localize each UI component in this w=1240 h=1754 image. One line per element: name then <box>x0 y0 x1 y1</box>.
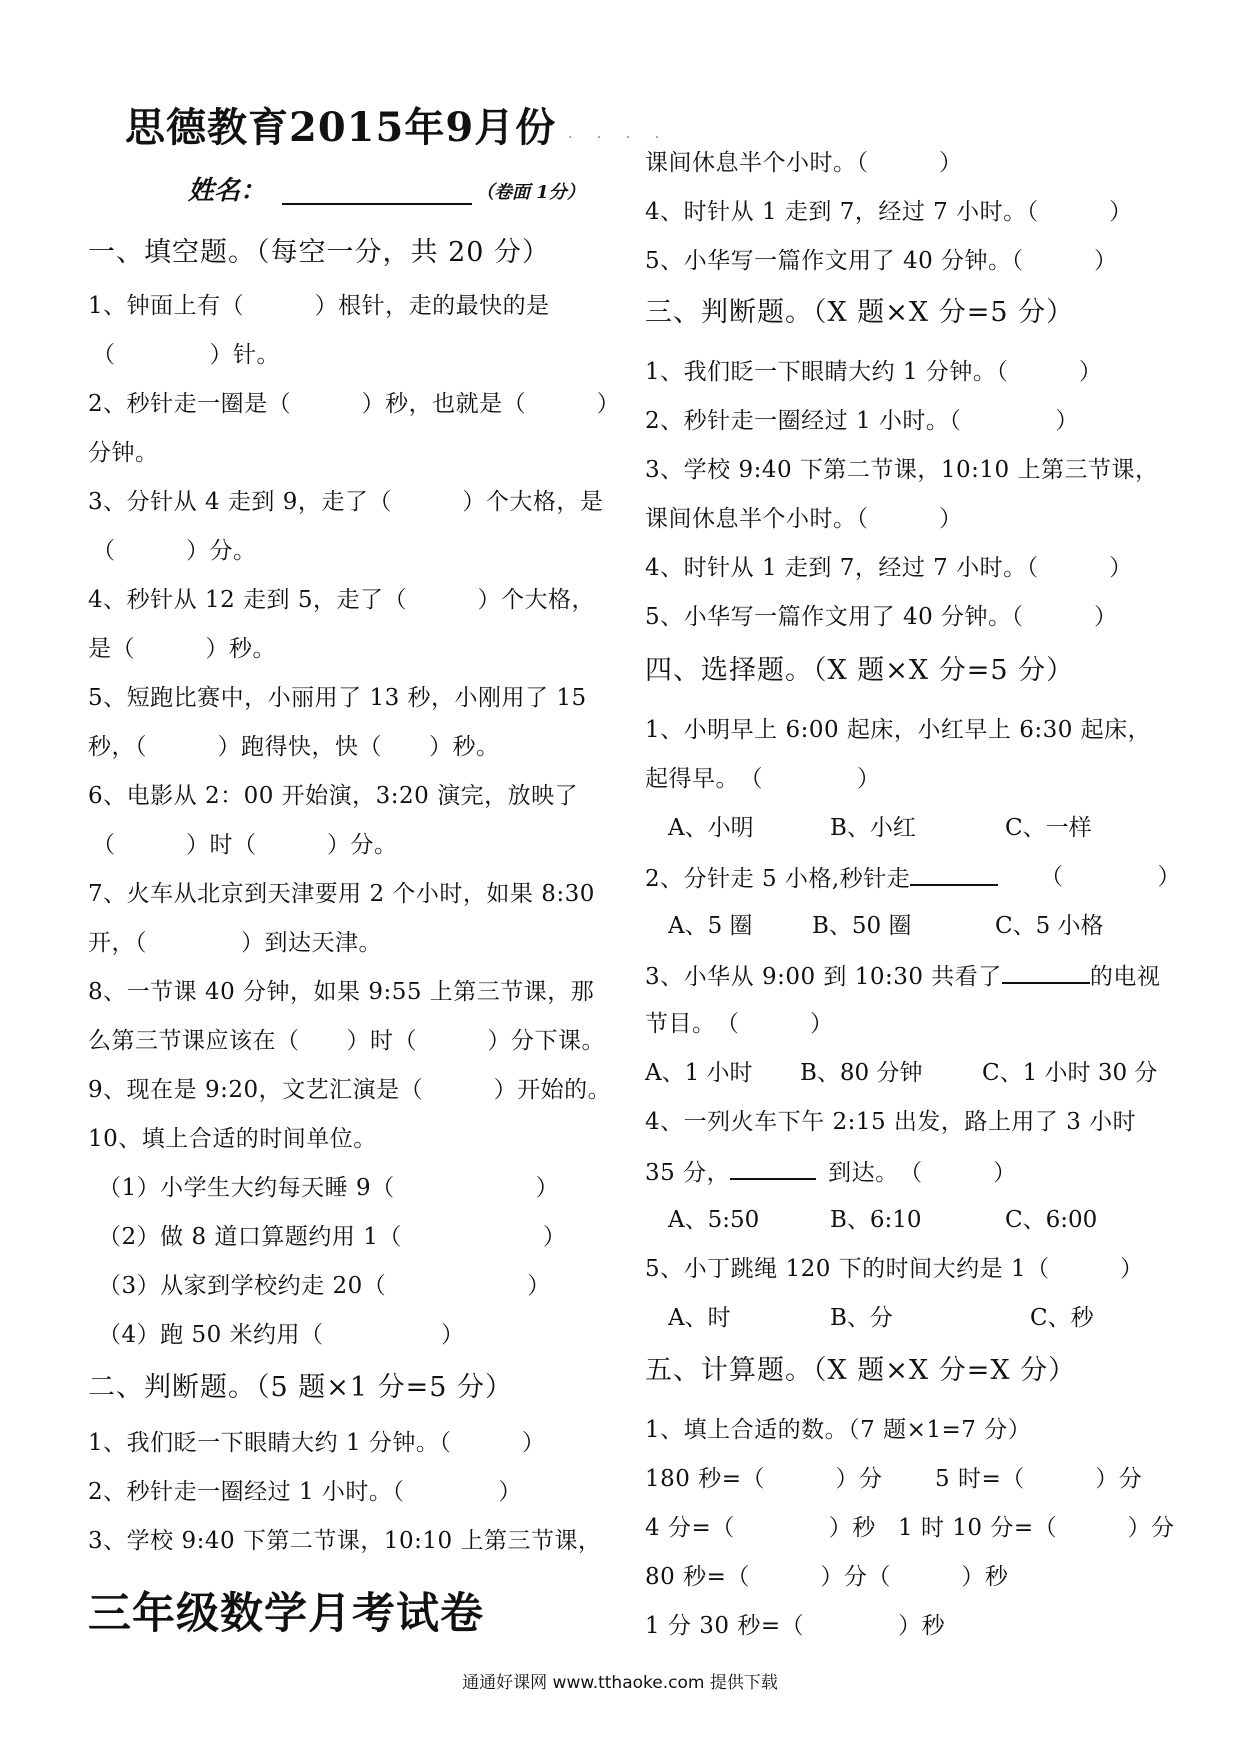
question-text: 课间休息半个小时。（ ） <box>645 506 963 532</box>
question-text: 1 时 10 分=（ ）分 <box>898 1515 1175 1541</box>
question-text: 3、分针从 4 走到 9，走了（ ）个大格，是 <box>88 489 604 515</box>
question-text: 80 秒=（ ）分（ ）秒 <box>645 1564 1009 1590</box>
name-field[interactable] <box>282 203 472 205</box>
question-text: 8、一节课 40 分钟，如果 9:55 上第三节课，那 <box>88 979 595 1005</box>
question-text: （3）从家到学校约走 20（ ） <box>98 1273 551 1299</box>
question-text: 1、我们眨一下眼睛大约 1 分钟。（ ） <box>88 1430 546 1456</box>
question-text: 1 分 30 秒=（ ）秒 <box>645 1613 946 1639</box>
option-a: A、小明 <box>668 815 754 841</box>
question-text: 7、火车从北京到天津要用 2 个小时，如果 8:30 <box>88 881 595 907</box>
question-text: 3、学校 9:40 下第二节课，10:10 上第三节课， <box>645 457 1159 483</box>
question-text: 5、小丁跳绳 120 下的时间大约是 1（ ） <box>645 1256 1144 1282</box>
section-3-title: 三、判断题。（X 题×X 分=5 分） <box>645 297 1075 328</box>
question-text: （ ） <box>1040 864 1181 890</box>
option-a: A、5 圈 <box>668 913 753 939</box>
question-text: 的电视 <box>1089 964 1161 990</box>
question-text: 9、现在是 9:20，文艺汇演是（ ）开始的。 <box>88 1077 612 1103</box>
question-text <box>645 862 998 894</box>
option-b: B、小红 <box>830 815 916 841</box>
question-text: 6、电影从 2：00 开始演，3:20 演完，放映了 <box>88 783 579 809</box>
option-b: B、80 分钟 <box>800 1060 923 1086</box>
question-text: 起得早。 （ ） <box>645 766 881 792</box>
answer-blank[interactable] <box>730 1156 816 1180</box>
option-b: B、6:10 <box>830 1207 922 1233</box>
footer-credit: 通通好课网 www.tthaoke.com 提供下载 <box>462 1673 778 1693</box>
question-text <box>645 960 1160 992</box>
question-text: （ ）分。 <box>92 538 257 564</box>
question-text: （1）小学生大约每天睡 9（ ） <box>98 1175 560 1201</box>
option-c: C、5 小格 <box>995 913 1104 939</box>
question-text: 1、填上合适的数。（7 题×1=7 分） <box>645 1417 1032 1443</box>
score-note: （卷面 1分） <box>476 182 585 203</box>
header-title: 思德教育2015年9月份 <box>125 104 557 151</box>
answer-blank[interactable] <box>910 862 998 886</box>
option-b: B、分 <box>830 1305 893 1331</box>
question-text: 1、我们眨一下眼睛大约 1 分钟。（ ） <box>645 359 1103 385</box>
question-text: （2）做 8 道口算题约用 1（ ） <box>98 1224 567 1250</box>
option-a: A、时 <box>668 1305 731 1331</box>
question-text: 秒，（ ）跑得快，快（ ）秒。 <box>88 734 500 760</box>
question-text: 2、秒针走一圈经过 1 小时。（ ） <box>88 1479 522 1505</box>
question-text: 节目。 （ ） <box>645 1011 834 1037</box>
question-text: 开，（ ）到达天津。 <box>88 930 382 956</box>
question-text: 4、时针从 1 走到 7，经过 7 小时。（ ） <box>645 555 1133 581</box>
question-text: 4、时针从 1 走到 7，经过 7 小时。（ ） <box>645 199 1133 225</box>
question-text: 5、小华写一篇作文用了 40 分钟。（ ） <box>645 604 1118 630</box>
question-text: 是（ ）秒。 <box>88 636 276 662</box>
question-text: 180 秒=（ ）分 <box>645 1466 883 1492</box>
option-c: C、秒 <box>1030 1305 1094 1331</box>
question-text: 5、小华写一篇作文用了 40 分钟。（ ） <box>645 248 1118 274</box>
question-text: 4、一列火车下午 2:15 出发，路上用了 3 小时 <box>645 1109 1137 1135</box>
question-text: 1、钟面上有（ ）根针，走的最快的是 <box>88 293 550 319</box>
question-text: 课间休息半个小时。（ ） <box>645 150 963 176</box>
section-1-title: 一、填空题。（每空一分，共 20 分） <box>88 237 551 268</box>
question-text: 2、分针走 5 小格,秒针走 <box>645 866 911 892</box>
question-text: （ ）时（ ）分。 <box>92 832 398 858</box>
question-text: 5 时=（ ）分 <box>935 1466 1143 1492</box>
option-a: A、5:50 <box>668 1207 760 1233</box>
section-2-title: 二、判断题。（5 题×1 分=5 分） <box>88 1372 514 1403</box>
section-5-title: 五、计算题。（X 题×X 分=X 分） <box>645 1355 1077 1386</box>
question-text: 5、短跑比赛中，小丽用了 13 秒，小刚用了 15 <box>88 685 587 711</box>
exam-title: 三年级数学月考试卷 <box>88 1589 484 1639</box>
question-text <box>645 1156 1017 1188</box>
question-text: 2、秒针走一圈是（ ）秒，也就是（ ） <box>88 391 621 417</box>
option-c: C、1 小时 30 分 <box>982 1060 1158 1086</box>
question-text: 3、小华从 9:00 到 10:30 共看了 <box>645 964 1002 990</box>
option-a: A、1 小时 <box>645 1060 753 1086</box>
option-c: C、一样 <box>1005 815 1092 841</box>
question-text: 4、秒针从 12 走到 5，走了（ ）个大格， <box>88 587 595 613</box>
question-text: 35 分， <box>645 1160 731 1186</box>
question-text: 2、秒针走一圈经过 1 小时。（ ） <box>645 408 1079 434</box>
answer-blank[interactable] <box>1002 960 1090 984</box>
question-text: 到达。 （ ） <box>828 1160 1017 1186</box>
header-dots: . . . . <box>568 126 670 142</box>
question-text: 3、学校 9:40 下第二节课，10:10 上第三节课， <box>88 1528 602 1554</box>
question-text: （ ）针。 <box>92 342 280 368</box>
question-text: （4）跑 50 米约用（ ） <box>98 1322 465 1348</box>
option-c: C、6:00 <box>1005 1207 1098 1233</box>
question-text: 分钟。 <box>88 440 159 466</box>
option-b: B、50 圈 <box>812 913 912 939</box>
question-text: 么第三节课应该在（ ）时（ ）分下课。 <box>88 1028 605 1054</box>
question-text: 10、填上合适的时间单位。 <box>88 1126 377 1152</box>
question-text: 1、小明早上 6:00 起床，小红早上 6:30 起床， <box>645 717 1152 743</box>
section-4-title: 四、选择题。（X 题×X 分=5 分） <box>645 655 1075 686</box>
question-text: 4 分=（ ）秒 <box>645 1515 876 1541</box>
name-label: 姓名： <box>188 176 267 206</box>
